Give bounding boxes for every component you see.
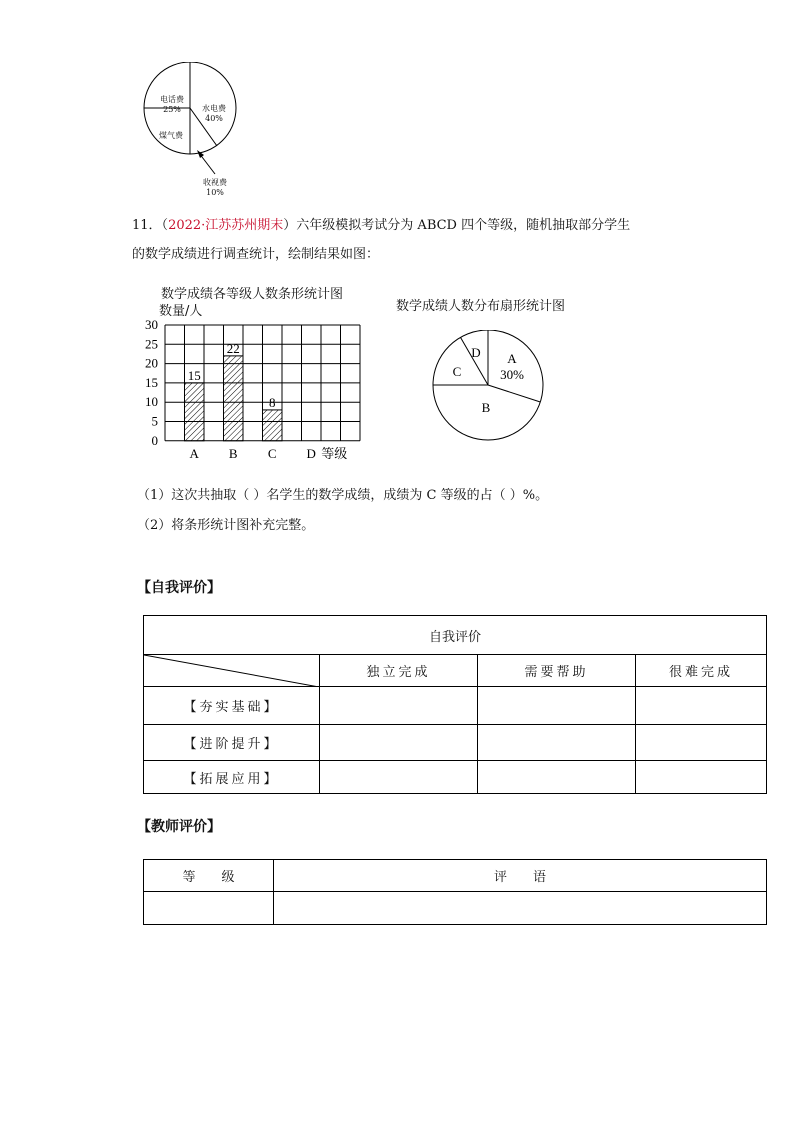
pie1-label-gas: 煤气费 [159,131,183,140]
cell-basic-independent[interactable] [320,687,478,725]
question-line-1: 11．（2022·江苏苏州期末）六年级模拟考试分为 ABCD 四个等级，随机抽取部分学生 [132,218,631,233]
bar-chart-ylabel: 数量/人 [159,304,203,319]
diagonal-header-cell [144,655,320,687]
row-advanced: 【进阶提升】 [144,725,320,761]
bar-C [263,410,283,441]
col-independent: 独立完成 [320,655,478,687]
pie1-label-phone: 电话费 25% [160,95,184,114]
subquestion-2: （2）将条形统计图补充完整。 [137,518,315,533]
cell-extension-hard[interactable] [636,761,767,794]
bar-B [224,356,244,441]
pie-chart-title: 数学成绩人数分布扇形统计图 [396,299,566,314]
teacher-col-grade: 等 级 [144,860,274,892]
x-tick-label: A [189,445,199,461]
question-line-2: 的数学成绩进行调查统计，绘制结果如图： [132,247,380,262]
y-tick-label: 25 [145,336,158,352]
teacher-grade-cell[interactable] [144,892,274,925]
cell-advanced-help[interactable] [478,725,636,761]
question-text: 六年级模拟考试分为 ABCD 四个等级，随机抽取部分学生 [296,218,631,233]
cell-extension-independent[interactable] [320,761,478,794]
pie1-label-utility: 水电费 40% [202,104,226,123]
data-label-A: 15 [187,367,201,383]
pie1-label-tv: 收视费 10% [203,178,227,197]
teacher-eval-table [143,859,767,925]
bar-chart [140,316,370,466]
x-tick-label: B [228,445,238,461]
question-number: 11． [132,218,162,233]
grade-pie-chart [426,330,550,444]
self-eval-table [143,615,767,794]
expense-pie-chart [135,62,255,202]
x-tick-label: C [267,445,277,461]
cell-basic-help[interactable] [478,687,636,725]
cell-advanced-independent[interactable] [320,725,478,761]
y-tick-label: 30 [145,317,158,332]
teacher-eval-heading: 【教师评价】 [137,819,221,835]
y-tick-label: 10 [145,394,158,410]
y-tick-label: 20 [145,355,158,371]
subquestion-1: （1）这次共抽取（ ）名学生的数学成绩，成绩为 C 等级的占（ ）%。 [137,488,549,503]
cell-extension-help[interactable] [478,761,636,794]
pie2-label-C: C [452,364,462,379]
pie2-value-A: 30% [500,367,524,382]
teacher-comment-cell[interactable] [274,892,767,925]
row-basic: 【夯实基础】 [144,687,320,725]
row-extension: 【拓展应用】 [144,761,320,794]
data-label-B: 22 [226,340,240,356]
y-tick-label: 5 [151,413,158,429]
diagonal-line [144,655,319,687]
data-label-C: 8 [269,394,276,410]
self-eval-heading: 【自我评价】 [137,580,221,596]
pie2-label-D: D [471,345,481,360]
x-tick-label: D [306,445,316,461]
y-tick-label: 15 [145,374,158,390]
bar-A [185,383,205,441]
bar-chart-title: 数学成绩各等级人数条形统计图 [161,287,344,302]
pie2-label-B: B [481,400,491,415]
col-hard: 很难完成 [636,655,767,687]
x-axis-label: 等级 [321,446,348,462]
cell-advanced-hard[interactable] [636,725,767,761]
pie2-label-A: A [507,351,517,366]
self-eval-table-title: 自我评价 [144,616,767,655]
teacher-col-comment: 评 语 [274,860,767,892]
col-need-help: 需要帮助 [478,655,636,687]
y-tick-label: 0 [151,432,158,448]
question-source: 2022·江苏苏州期末 [168,218,284,233]
cell-basic-hard[interactable] [636,687,767,725]
